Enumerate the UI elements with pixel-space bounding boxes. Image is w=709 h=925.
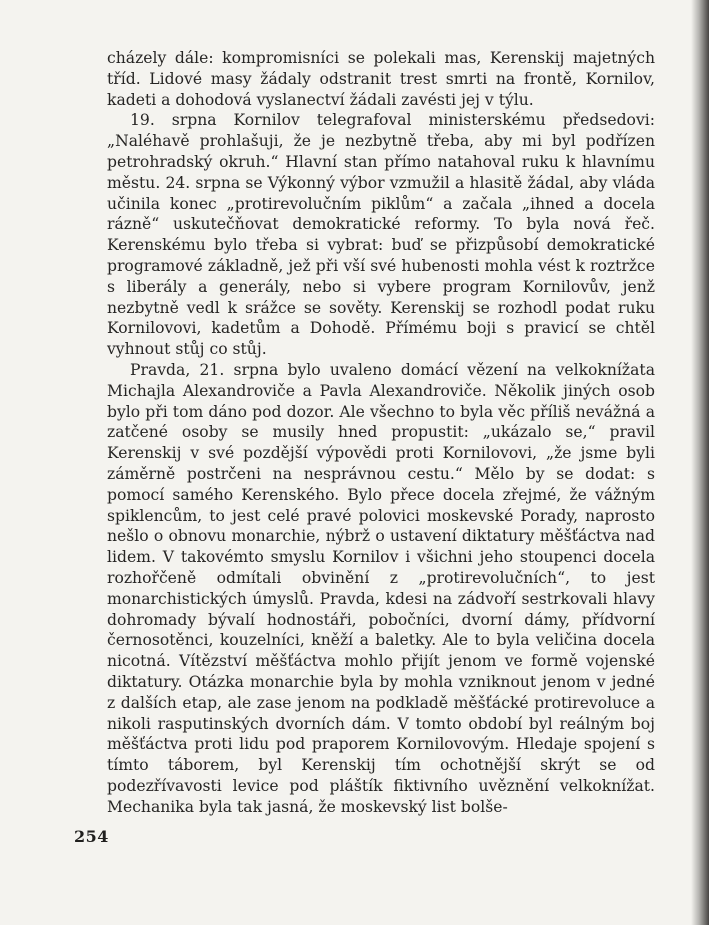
paragraph-3: Pravda, 21. srpna bylo uvaleno domácí vězení na velkoknížata Michajla Alexandroviče a Pavla Alexandroviče. Několik jiných osob bylo při tom dáno pod dozor. Ale všechno to byla věc příliš nevážná a zatčené osoby se musily hned propustit: „ukázalo se,“ pravil Kerenskij v své pozdější výpovědi proti Kornilovovi, „že jsme byli záměrně postrčeni na nesprávnou cestu.“ Mělo by se dodat: s pomocí samého Kerenského. Bylo přece docela zřejmé, že vážným spiklencům, to jest celé pravé polovici moskevské Porady, naprosto nešlo o obnovu monarchie, nýbrž o ustavení diktatury měšťáctva nad lidem. V takovémto smyslu Kornilov i všichni jeho stoupenci docela rozhořčeně odmítali obvinění z „protirevolučních“, to jest monarchistických úmyslů. Pravda, kdesi na zádvoří sestrkovali hlavy dohromady bývalí hodnostáři, pobočníci, dvorní dámy, přídvorní černosotěnci, kouzelníci, kněží a baletky. Ale to byla veličina docela nicotná. Vítězství měšťáctva mohlo přijít jenom ve formě vojenské diktatury. Otázka monarchie byla by mohla vzniknout jenom v jedné z dalších etap, ale zase jenom na podkladě měšťácké protirevoluce a nikoli rasputinských dvorních dám. V tomto období byl reálným boj měšťáctva proti lidu pod praporem Kornilovovým. Hledaje spojení s tímto táborem, byl Kerenskij tím ochotnější skrýt se od podezřívavosti levice pod pláštík fiktivního uvěznění velkoknížat. Mechanika byla tak jasná, že moskevský list bolše- (107, 360, 655, 816)
page-edge-shadow (691, 0, 709, 925)
paragraph-1: cházely dále: kompromisníci se polekali mas, Kerenskij majetných tříd. Lidové masy žádaly odstranit trest smrti na frontě, Kornilov, kadeti a dohodová vyslanectví žádali zavésti jej v týlu. (107, 49, 655, 109)
page-number: 254 (74, 827, 109, 846)
body-text (107, 48, 655, 817)
paragraph-2: 19. srpna Kornilov telegrafoval ministerskému předsedovi: „Naléhavě prohlašuji, že je nezbytně třeba, aby mi byl podřízen petrohradský okruh.“ Hlavní stan přímo natahoval ruku k hlavnímu městu. 24. srpna se Výkonný výbor vzmužil a hlasitě žádal, aby vláda učinila konec „protirevolučním piklům“ a začala „ihned a docela rázně“ uskutečňovat demokratické reformy. To byla nová řeč. Kerenskému bylo třeba si vybrat: buď se přizpůsobí demokratické programové základně, jež při vší své hubenosti mohla vést k roztržce s liberály a generály, nebo si vybere program Kornilovův, jenž nezbytně vedl k srážce se sověty. Kerenskij se rozhodl podat ruku Kornilovovi, kadetům a Dohodě. Přímému boji s pravicí se chtěl vyhnout stůj co stůj. (107, 111, 655, 359)
